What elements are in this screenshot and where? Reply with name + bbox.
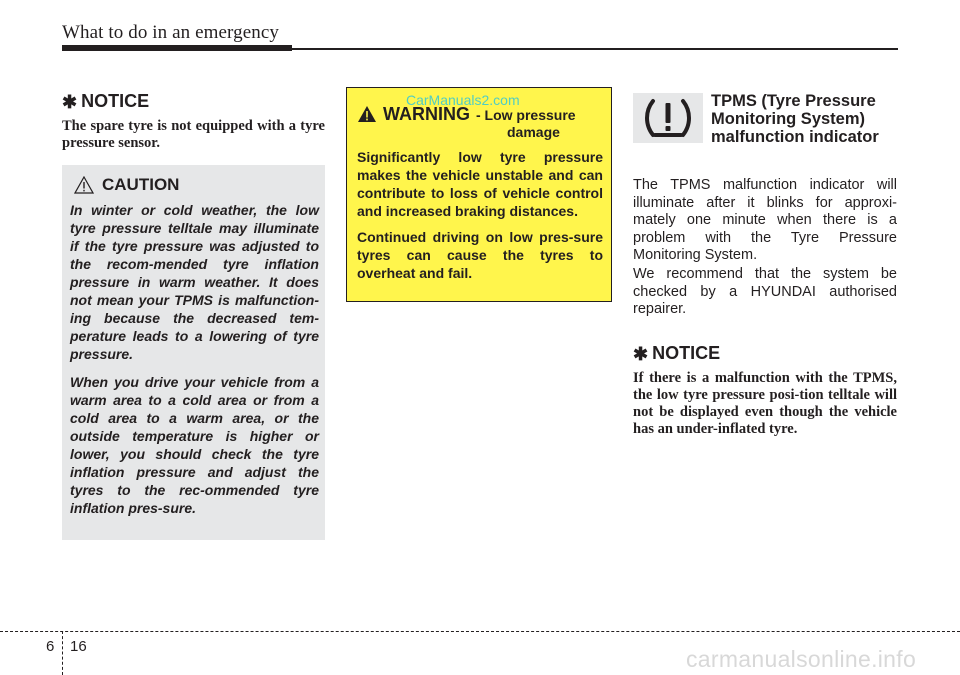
- caution-paragraph-1: In winter or cold weather, the low tyre pressure telltale may illuminate if the tyre pressure was adjusted to the recom-mended tyre inflation pressure in warm weather. It does not mean your TPMS is malfunction-ing because the decreased tem-perature leads to a lowering of tyre pressure.: [70, 202, 319, 362]
- asterisk-icon: ✱: [62, 91, 78, 112]
- tpms-warning-icon: [633, 93, 703, 143]
- caution-heading: [74, 175, 319, 195]
- notice-body: If there is a malfunction with the TPMS, the low tyre pressure posi-tion telltale will not be displayed even though the vehicle has an under-inflated tyre.: [633, 370, 897, 437]
- warning-paragraph-2: Continued driving on low pres-sure tyres can cause the tyres to overheat and fail.: [357, 229, 603, 281]
- caution-title: CAUTION: [102, 175, 180, 194]
- chapter-number: 6: [46, 638, 55, 655]
- tpms-heading: [711, 92, 901, 146]
- warning-subtitle: - Low pressure: [476, 107, 576, 123]
- warning-paragraph-1: Significantly low tyre pressure makes the vehicle unstable and can contribute to loss of vehicle control and increased braking distances.: [357, 149, 603, 219]
- watermark-bottom: carmanualsonline.info: [686, 646, 917, 672]
- notice-title: NOTICE: [81, 91, 150, 111]
- warning-triangle-icon: [357, 105, 377, 123]
- notice-title: NOTICE: [652, 343, 721, 363]
- caution-paragraph-2: When you drive your vehicle from a warm area to a cold area or from a cold area to a warm area, or the outside temperature is higher or lower, you should check the tyre inflation pressure and adjust the tyres to the rec-ommended tyre inflation pres-sure.: [70, 374, 319, 516]
- notice-block-left: [62, 91, 325, 152]
- warning-box: [346, 87, 612, 302]
- tpms-title-line-1: TPMS (Tyre Pressure: [711, 92, 876, 110]
- tpms-title-line-3: malfunction indicator: [711, 128, 879, 146]
- footer-divider: [62, 631, 63, 675]
- caution-triangle-icon: [74, 176, 94, 194]
- page-number: 16: [70, 638, 87, 655]
- warning-title: WARNING: [383, 104, 470, 124]
- header-rule-accent: [62, 45, 292, 51]
- tpms-indicator-icon-box: [633, 93, 703, 143]
- notice-block-right: [633, 343, 897, 438]
- tpms-title-line-2: Monitoring System): [711, 110, 866, 128]
- watermark-top: CarManuals2.com: [406, 92, 520, 108]
- tpms-paragraph-1: The TPMS malfunction indicator will illuminate after it blinks for approxi-mately one minute when there is a problem with the Tyre Pressure Monitoring System.: [633, 177, 897, 263]
- notice-heading: [633, 343, 897, 364]
- notice-heading: [62, 91, 325, 112]
- asterisk-icon: ✱: [633, 343, 649, 364]
- footer-rule: [0, 631, 960, 632]
- tpms-paragraph-2: We recommend that the system be checked by a HYUNDAI authorised repairer.: [633, 266, 897, 317]
- caution-box: [62, 165, 325, 540]
- notice-body: The spare tyre is not equipped with a tyre pressure sensor.: [62, 118, 325, 151]
- warning-subtitle-cont: damage: [507, 124, 560, 140]
- section-title: What to do in an emergency: [62, 22, 279, 43]
